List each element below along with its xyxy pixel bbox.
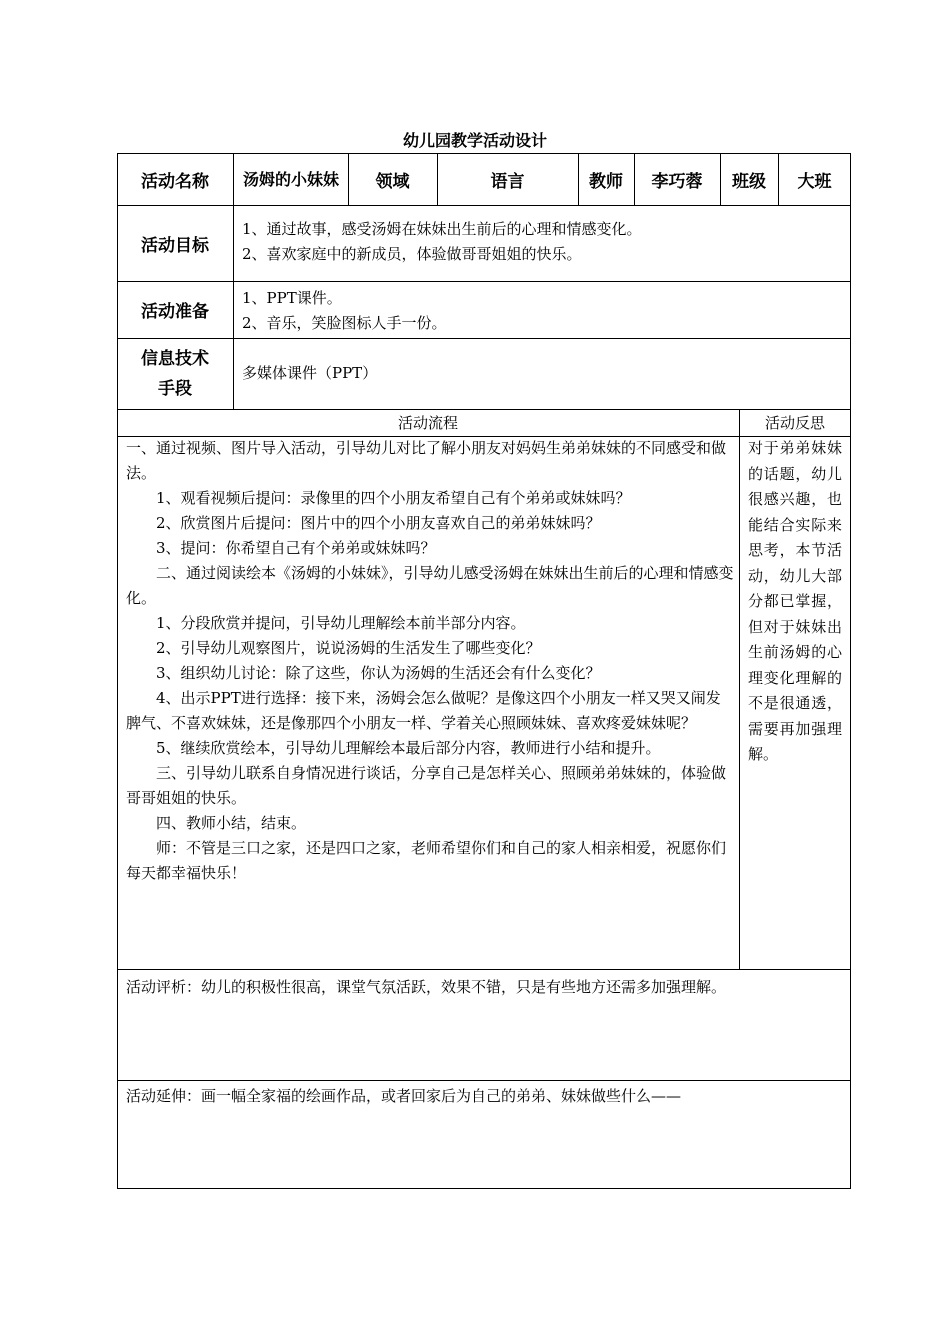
activity-name-label: 活动名称 <box>141 171 209 192</box>
process-paragraph: 1、分段欣赏并提问，引导幼儿理解绘本前半部分内容。 <box>156 614 526 632</box>
process-content <box>126 436 734 886</box>
evaluation-content: 活动评析：幼儿的积极性很高，课堂气氛活跃，效果不错，只是有些地方还需多加强理解。 <box>126 978 727 996</box>
process-paragraph: 5、继续欣赏绘本，引导幼儿理解绘本最后部分内容，教师进行小结和提升。 <box>156 739 661 757</box>
goals-label: 活动目标 <box>141 235 209 256</box>
col-divider <box>233 153 234 205</box>
goal-item: 1、通过故事，感受汤姆在妹妹出生前后的心理和情感变化。 <box>242 220 642 238</box>
goals-content <box>242 217 842 267</box>
process-paragraph: 二、通过阅读绘本《汤姆的小妹妹》，引导幼儿感受汤姆在妹妹出生前后的心理和情感变化。 <box>126 564 734 607</box>
row-divider <box>117 1080 851 1081</box>
process-paragraph: 4、出示PPT进行选择：接下来，汤姆会怎么做呢？是像这四个小朋友一样又哭又闹发脾气、不喜欢妹妹，还是像那四个小朋友一样、学着关心照顾妹妹、喜欢疼爱妹妹呢？ <box>126 689 721 732</box>
process-paragraph: 3、提问：你希望自己有个弟弟或妹妹吗？ <box>156 539 436 557</box>
class-label: 班级 <box>732 171 766 192</box>
tech-label-line1: 信息技术 <box>141 348 209 369</box>
teacher-value: 李巧蓉 <box>651 171 703 192</box>
goal-item: 2、喜欢家庭中的新成员，体验做哥哥姐姐的快乐。 <box>242 245 582 263</box>
domain-label: 领域 <box>375 171 410 192</box>
process-paragraph: 3、组织幼儿讨论：除了这些，你认为汤姆的生活还会有什么变化？ <box>156 664 601 682</box>
activity-name-value: 汤姆的小妹妹 <box>242 169 339 189</box>
process-paragraph: 一、通过视频、图片导入活动，引导幼儿对比了解小朋友对妈妈生弟弟妹妹的不同感受和做法。 <box>126 439 727 482</box>
col-divider <box>233 205 234 409</box>
reflection-content: 对于弟弟妹妹的话题，幼儿很感兴趣，也能结合实际来思考，本节活动，幼儿大部分都已掌握，但对于妹妹出生前汤姆的心理变化理解的不是很通透，需要再加强理解。 <box>748 439 842 763</box>
process-paragraph: 三、引导幼儿联系自身情况进行谈话，分享自己是怎样关心、照顾弟弟妹妹的，体验做哥哥姐姐的快乐。 <box>126 764 727 807</box>
prep-label: 活动准备 <box>141 302 209 322</box>
tech-value: 多媒体课件（PPT） <box>242 364 378 382</box>
process-paragraph: 2、欣赏图片后提问：图片中的四个小朋友喜欢自己的弟弟妹妹吗？ <box>156 514 601 532</box>
process-paragraph: 1、观看视频后提问：录像里的四个小朋友希望自己有个弟弟或妹妹吗？ <box>156 489 631 507</box>
tech-label-line2: 手段 <box>158 378 192 399</box>
reflection-header: 活动反思 <box>764 414 825 432</box>
class-value: 大班 <box>797 171 832 192</box>
prep-item: 2、音乐，笑脸图标人手一份。 <box>242 314 447 332</box>
process-paragraph: 师：不管是三口之家，还是四口之家，老师希望你们和自己的家人相亲相爱，祝愿你们每天都幸福快乐！ <box>126 839 727 882</box>
col-divider <box>739 409 740 969</box>
prep-content <box>242 286 842 336</box>
teacher-label: 教师 <box>589 171 623 192</box>
domain-value: 语言 <box>490 171 525 192</box>
document-title: 幼儿园教学活动设计 <box>402 131 547 150</box>
process-paragraph: 2、引导幼儿观察图片，说说汤姆的生活发生了哪些变化？ <box>156 639 541 657</box>
prep-item: 1、PPT课件。 <box>242 289 342 307</box>
process-header: 活动流程 <box>397 414 458 432</box>
row-divider <box>117 969 851 970</box>
extension-content: 活动延伸：画一幅全家福的绘画作品，或者回家后为自己的弟弟、妹妹做些什么—— <box>126 1087 682 1105</box>
process-paragraph: 四、教师小结，结束。 <box>156 814 307 832</box>
tech-label <box>117 338 233 409</box>
